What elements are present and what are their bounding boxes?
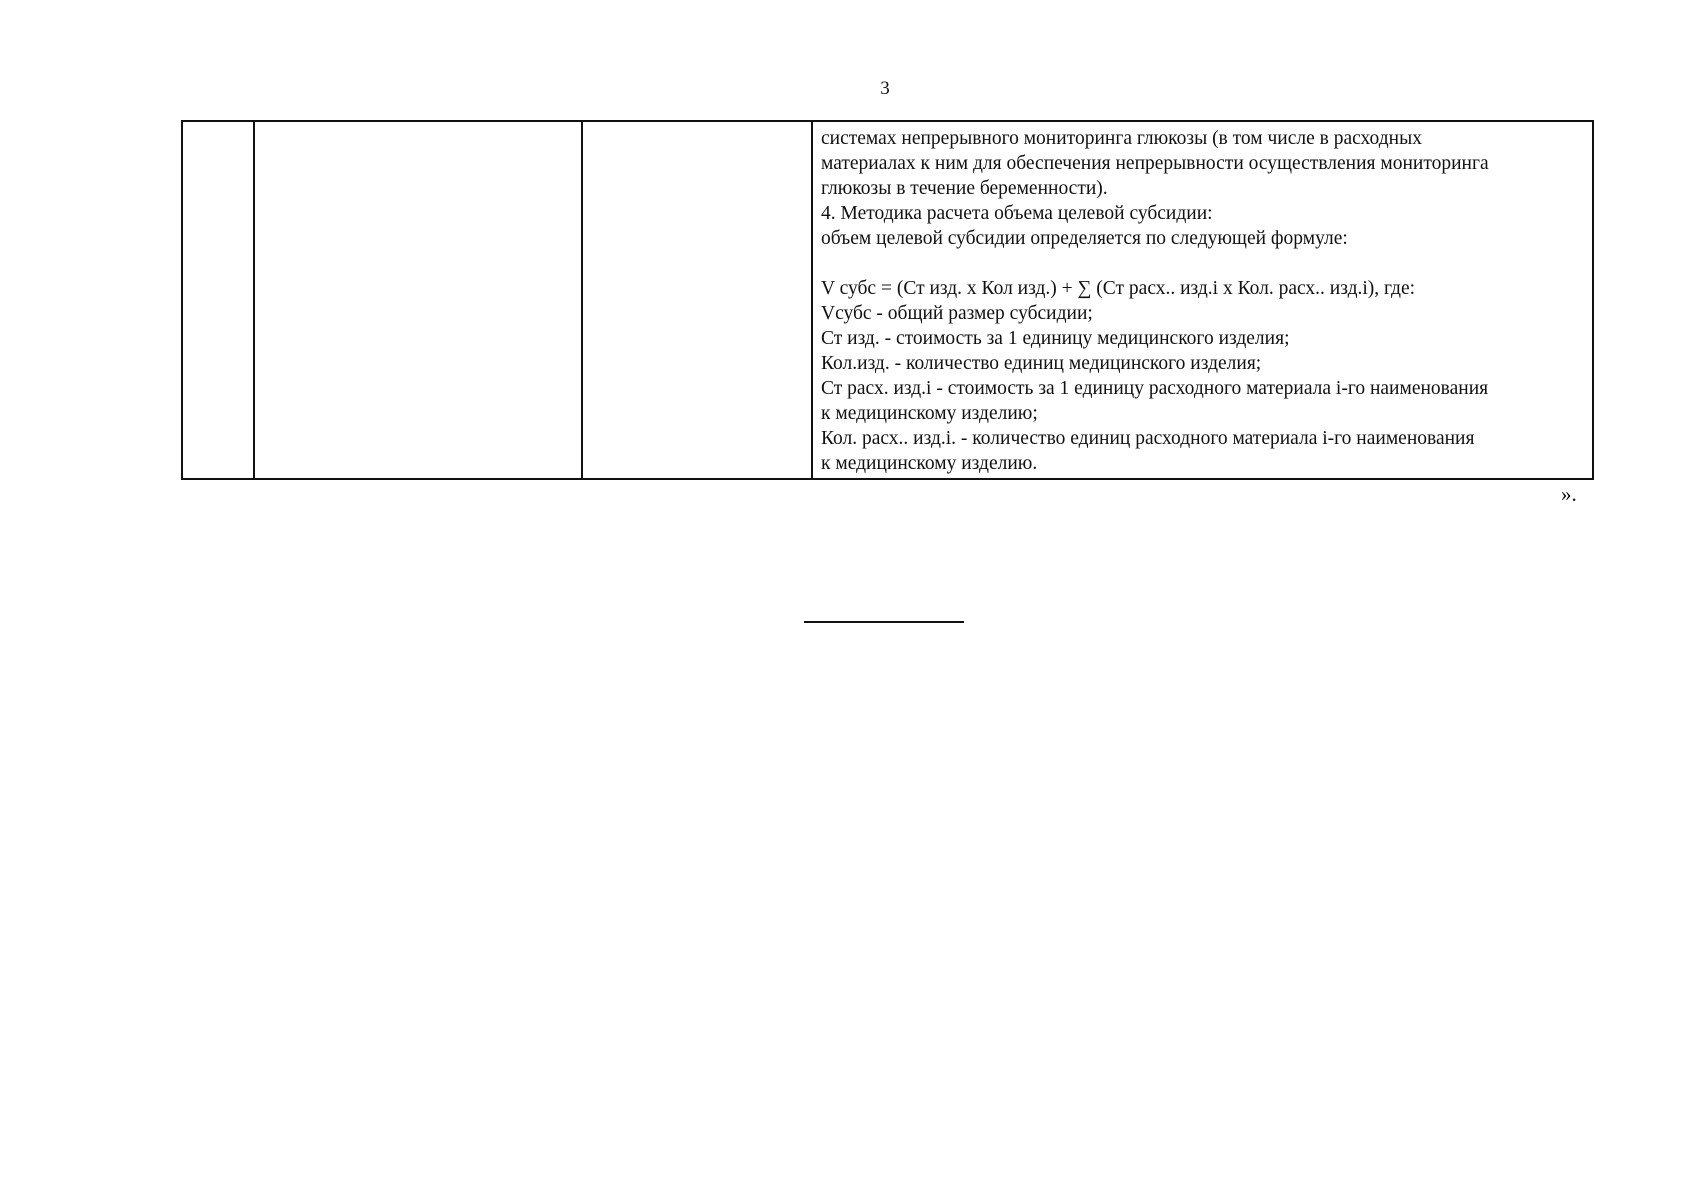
table-cell-empty <box>582 121 812 479</box>
methodology-text <box>813 122 1592 478</box>
table-row <box>182 121 1593 479</box>
text-line: системах непрерывного мониторинга глюкозы (в том числе в расходных <box>821 128 1422 149</box>
text-line: материалах к ним для обеспечения непрерывности осуществления мониторинга <box>821 153 1489 174</box>
page-number: 3 <box>880 78 890 99</box>
end-rule <box>804 621 964 623</box>
formula: V субс = (Ст изд. х Кол изд.) + ∑ (Ст расх.. изд.i х Кол. расх.. изд.i), где: <box>821 278 1416 299</box>
table-cell-text <box>812 121 1593 479</box>
definition-line: к медицинскому изделию; <box>821 403 1038 424</box>
closing-quote: ». <box>1561 482 1577 506</box>
definition-line: Ст расх. изд.i - стоимость за 1 единицу расходного материала i-го наименования <box>821 378 1489 399</box>
table-cell-empty <box>254 121 582 479</box>
table-cell-empty <box>182 121 254 479</box>
text-line: глюкозы в течение беременности). <box>821 178 1108 199</box>
definition-line: к медицинскому изделию. <box>821 453 1038 474</box>
subsidy-table <box>181 120 1594 480</box>
definition-line: Кол.изд. - количество единиц медицинского изделия; <box>821 353 1262 374</box>
section-heading: 4. Методика расчета объема целевой субсидии: <box>821 203 1213 224</box>
blank-line <box>821 251 1584 276</box>
definition-line: Vсубс - общий размер субсидии; <box>821 303 1093 324</box>
definition-line: Ст изд. - стоимость за 1 единицу медицинского изделия; <box>821 328 1290 349</box>
definition-line: Кол. расх.. изд.i. - количество единиц расходного материала i-го наименования <box>821 428 1475 449</box>
text-line: объем целевой субсидии определяется по следующей формуле: <box>821 228 1348 249</box>
